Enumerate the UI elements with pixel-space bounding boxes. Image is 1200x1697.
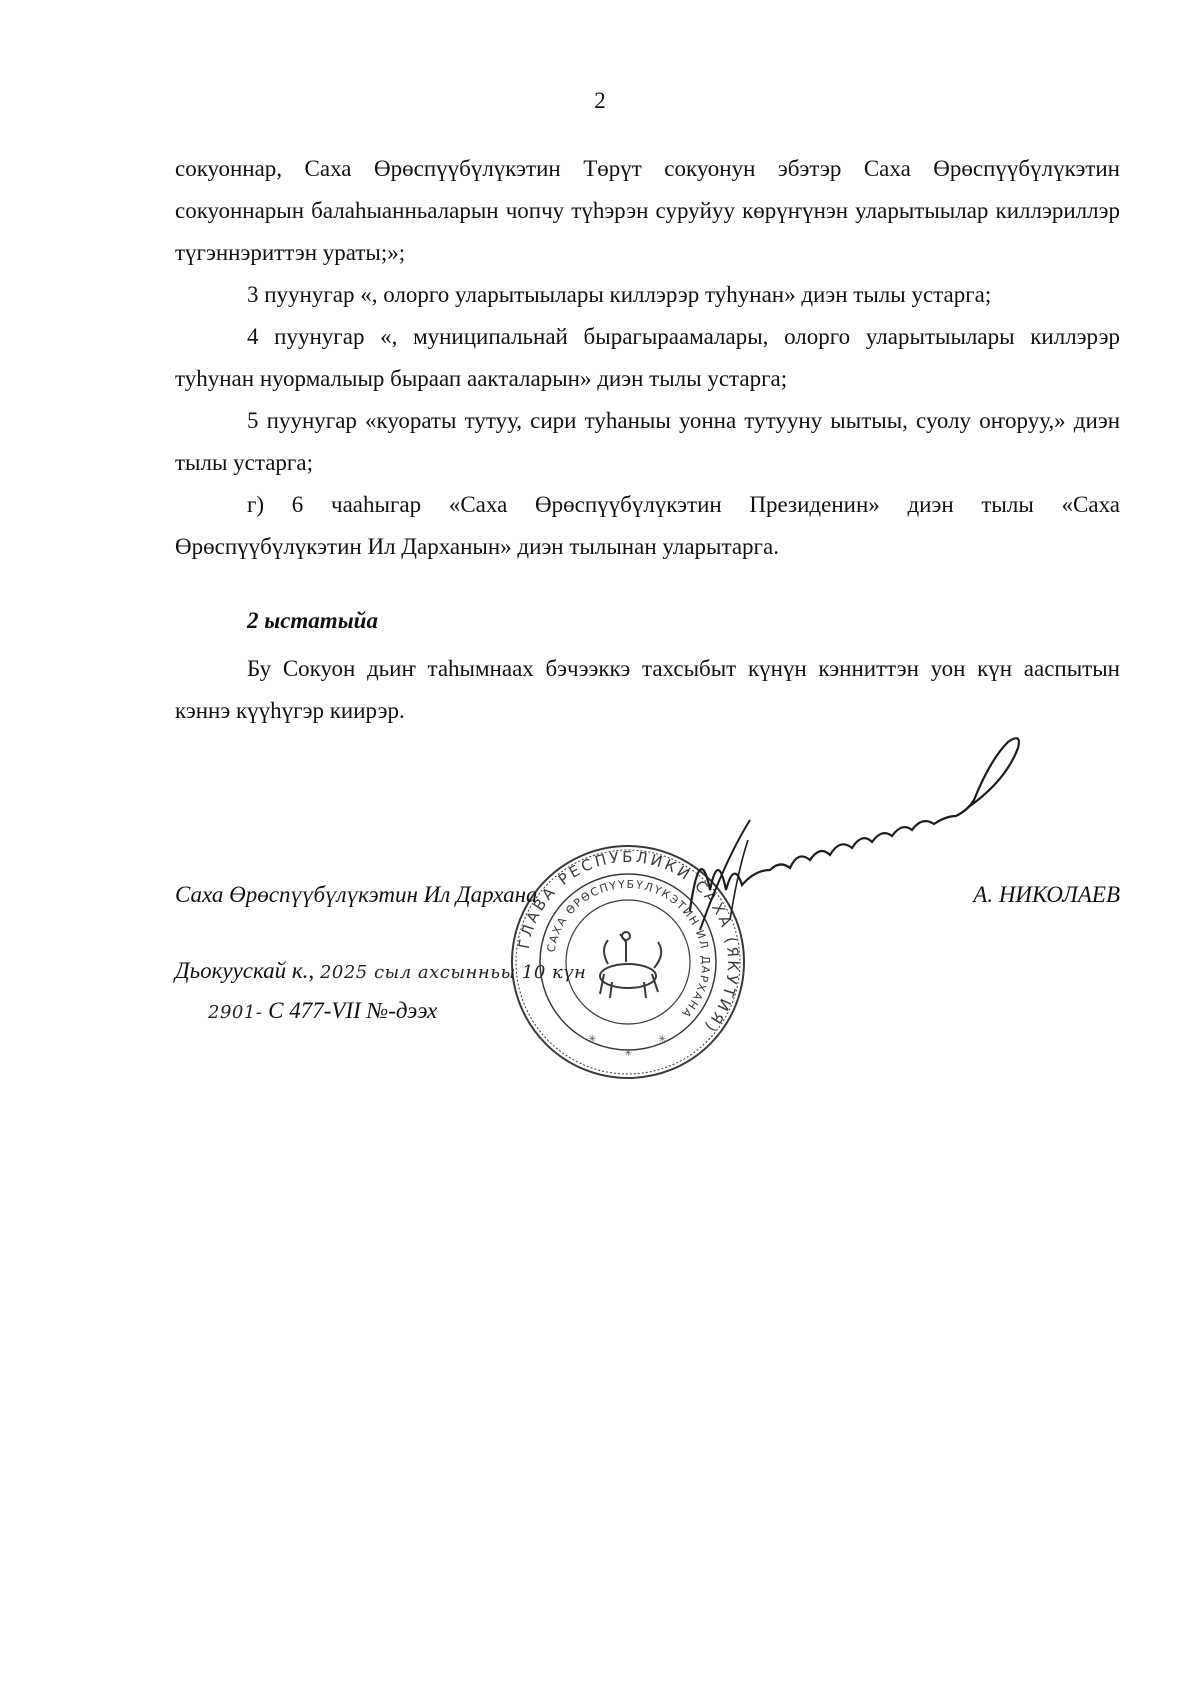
page-number: 2 (594, 88, 606, 113)
signer-title: Саха Өрөспүүбүлүкэтин Ил Дархана (175, 882, 538, 907)
place-text: Дьокуускай к., (175, 958, 315, 983)
paragraph-item-3: 3 пуунугар «, олорго уларытыылары киллэрэр туһунан» диэн тылы устарга; (247, 282, 992, 307)
seal-inner-text: САХА ӨРӨСПҮҮБҮЛҮКЭТИН ИЛ ДАРХАНА (544, 877, 713, 1021)
body-text (175, 148, 1120, 568)
paragraph-item-5: 5 пуунугар «куораты тутуу, сири туһаныы уонна тутууну ыытыы, суолу оҥоруу,» диэн тылы устарга; (175, 408, 1120, 475)
paragraph-continuation: сокуоннар, Саха Өрөспүүбүлүкэтин Төрүт сокуонун эбэтэр Саха Өрөспүүбүлүкэтин сокуоннарын балаһыанньаларын чопчу түһэрэн суруйуу көрүҥүнэн уларытыылар киллэриллэр түгэннэриттэн ураты;»; (175, 156, 1120, 265)
place-date-line (175, 958, 586, 984)
svg-text:✳: ✳ (624, 1048, 633, 1059)
number-handwritten: 2901- (208, 1002, 263, 1023)
svg-text:✳: ✳ (588, 1034, 597, 1045)
article-heading: 2 ыстатыйа (247, 608, 378, 633)
article-text: Бу Сокуон дьиҥ таһымнаах бэчээккэ тахсыбыт күнүн кэнниттэн уон күн ааспытын кэннэ күүһүгэр киирэр. (175, 656, 1120, 723)
signer-name: А. НИКОЛАЕВ (973, 882, 1120, 907)
svg-text:✳: ✳ (658, 1034, 667, 1045)
date-handwritten: 2025 сыл ахсынньы 10 күн (319, 962, 587, 983)
paragraph-item-g: г) 6 чааһыгар «Саха Өрөспүүбүлүкэтин Президенин» диэн тылы «Саха Өрөспүүбүлүкэтин Ил Дарханын» диэн тылынан уларытарга. (175, 492, 1120, 559)
handwritten-signature (630, 720, 1050, 960)
number-suffix: С 477-VII №-дээх (268, 998, 438, 1023)
document-number-line (208, 998, 437, 1024)
seal-outer-text: ГЛАВА РЕСПУБЛИКИ САХА (ЯКУТИЯ) (514, 847, 743, 1038)
paragraph-item-4: 4 пуунугар «, муниципальнай бырагыраамалары, олорго уларытыылары киллэрэр туһунан нуормалыыр быраап аакталарын» диэн тылы устарга; (175, 324, 1120, 391)
